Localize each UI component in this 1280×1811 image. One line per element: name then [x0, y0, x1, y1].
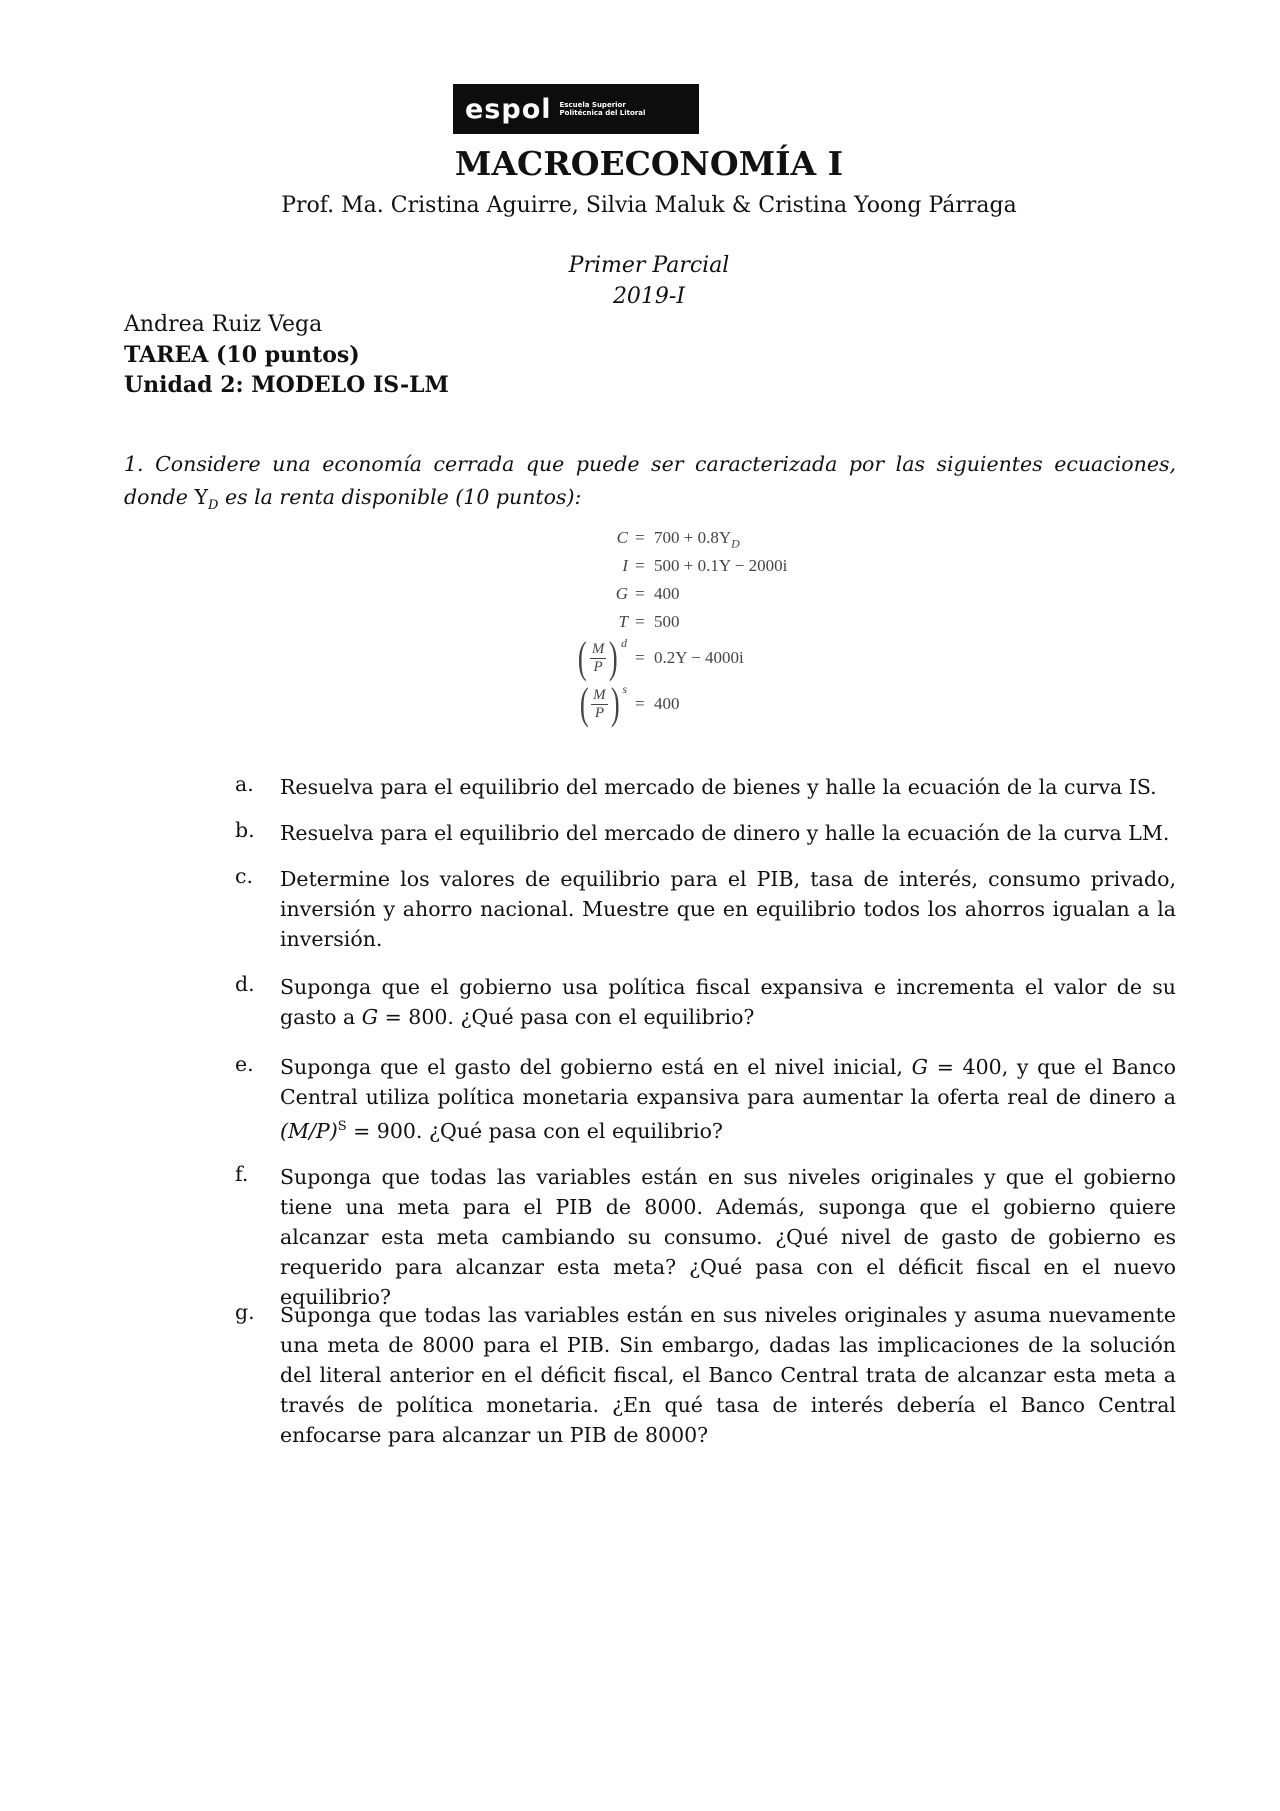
eq-op: =: [635, 612, 645, 631]
item-text-b: = 400, y que el Banco Central utiliza política monetaria expansiva para aumentar la oferta real de dinero a: [280, 1055, 1176, 1109]
task-label: TAREA (10 puntos): [124, 342, 360, 368]
question-text-1: 1. Considere una economía cerrada que puede ser caracterizada por las siguientes ecuaciones, donde: [124, 452, 1176, 509]
question-1: [124, 448, 1176, 522]
question-yd-sub: D: [208, 498, 219, 514]
equation-row: [548, 679, 868, 728]
eq-rhs-text: 400: [654, 694, 680, 713]
item-text: [280, 1052, 1176, 1146]
student-name: Andrea Ruiz Vega: [124, 312, 323, 337]
exam-term: 2019-I: [612, 284, 686, 309]
equation-row: [548, 528, 868, 556]
frac-den: P: [594, 704, 604, 721]
eq-lhs: C: [616, 528, 628, 547]
frac-num: M: [591, 640, 605, 657]
eq-op: =: [635, 556, 645, 575]
item-sup: S: [337, 1119, 347, 1134]
item-letter: g.: [235, 1300, 255, 1324]
eq-rhs-text: 0.2Y − 4000i: [654, 648, 744, 667]
item-text-c: = 900. ¿Qué pasa con el equilibrio?: [346, 1118, 723, 1143]
eq-rhs-text: 700 + 0.8Y: [654, 528, 732, 547]
item-letter: d.: [235, 972, 255, 996]
student-block: [124, 310, 449, 400]
item-letter: c.: [235, 864, 253, 888]
eq-op: =: [635, 694, 645, 713]
item-letter: e.: [235, 1052, 254, 1076]
frac-den: P: [593, 658, 603, 675]
logo-subtitle: [560, 101, 646, 117]
equation-row: [548, 556, 868, 584]
frac-num: M: [593, 686, 606, 703]
item-text: Determine los valores de equilibrio para el PIB, tasa de interés, consumo privado, inversión y ahorro nacional. Muestre que en equilibrio todos los ahorros igualan a la inversión.: [280, 867, 1176, 951]
unit-label: Unidad 2: MODELO IS-LM: [124, 372, 449, 398]
eq-op: =: [635, 648, 645, 667]
frac-sup: d: [621, 636, 627, 650]
eq-rhs-text: 500 + 0.1Y − 2000i: [654, 556, 788, 575]
eq-rhs-sub: D: [731, 536, 740, 551]
question-text-2: es la renta disponible (10 puntos):: [218, 485, 582, 509]
eq-op: =: [635, 528, 645, 547]
equation-row: [548, 633, 868, 682]
eq-rhs: [654, 528, 740, 551]
frac-sup: s: [622, 682, 627, 696]
money-demand-lhs: ( $\frac{M}{P}$ ) d: [578, 633, 627, 682]
item-text: Suponga que todas las variables están en sus niveles originales y asuma nuevamente una meta de 8000 para el PIB. Sin embargo, dadas las implicaciones de la solución del literal anterior en el déficit fiscal, el Banco Central trata de alcanzar esta meta a través de política monetaria. ¿En qué tasa de interés debería el Banco Central enfocarse para alcanzar un PIB de 8000?: [280, 1303, 1176, 1447]
question-yd: Y: [194, 485, 208, 509]
item-var-2: (M/P): [280, 1118, 338, 1143]
item-text: Suponga que todas las variables están en sus niveles originales y que el gobierno tiene una meta para el PIB de 8000. Además, suponga que el gobierno quiere alcanzar esta meta cambiando su consumo. ¿Qué nivel de gasto de gobierno es requerido para alcanzar esta meta? ¿Qué pasa con el déficit fiscal en el nuevo equilibrio?: [280, 1165, 1176, 1309]
item-text: Resuelva para el equilibrio del mercado de dinero y halle la ecuación de la curva LM.: [280, 821, 1170, 845]
item-var: G: [361, 1005, 379, 1029]
item-var: G: [911, 1055, 929, 1079]
eq-rhs-text: 500: [654, 612, 680, 631]
eq-rhs-text: 400: [654, 584, 680, 603]
item-letter: f.: [235, 1162, 249, 1186]
exam-name: Primer Parcial: [568, 253, 730, 278]
item-text: [280, 972, 1176, 1032]
exam-info: [0, 250, 1280, 312]
logo-wordmark: espol: [465, 93, 552, 125]
equation-row: [548, 584, 868, 612]
money-supply-lhs: ( $\frac{M}{P}$ ) s: [579, 679, 627, 728]
professors-line: Prof. Ma. Cristina Aguirre, Silvia Maluk & Cristina Yoong Párraga: [281, 193, 1017, 218]
eq-lhs: G: [615, 584, 628, 603]
eq-lhs: I: [622, 556, 628, 575]
page-title: MACROECONOMÍA I: [454, 144, 844, 183]
item-text-a: Suponga que el gasto del gobierno está en el nivel inicial,: [280, 1055, 912, 1079]
item-letter: a.: [235, 772, 254, 796]
logo-line-1: Escuela Superior: [559, 101, 626, 109]
item-text-b: = 800. ¿Qué pasa con el equilibrio?: [378, 1005, 755, 1029]
item-text-a: Suponga que el gobierno usa política fiscal expansiva e incrementa el valor de su gasto a: [280, 975, 1176, 1029]
logo-line-2: Politécnica del Litoral: [559, 109, 646, 117]
espol-logo: [453, 84, 699, 134]
item-letter: b.: [235, 818, 255, 842]
eq-op: =: [635, 584, 645, 603]
item-text: Resuelva para el equilibrio del mercado de bienes y halle la ecuación de la curva IS.: [280, 775, 1157, 799]
eq-lhs: T: [618, 612, 628, 631]
